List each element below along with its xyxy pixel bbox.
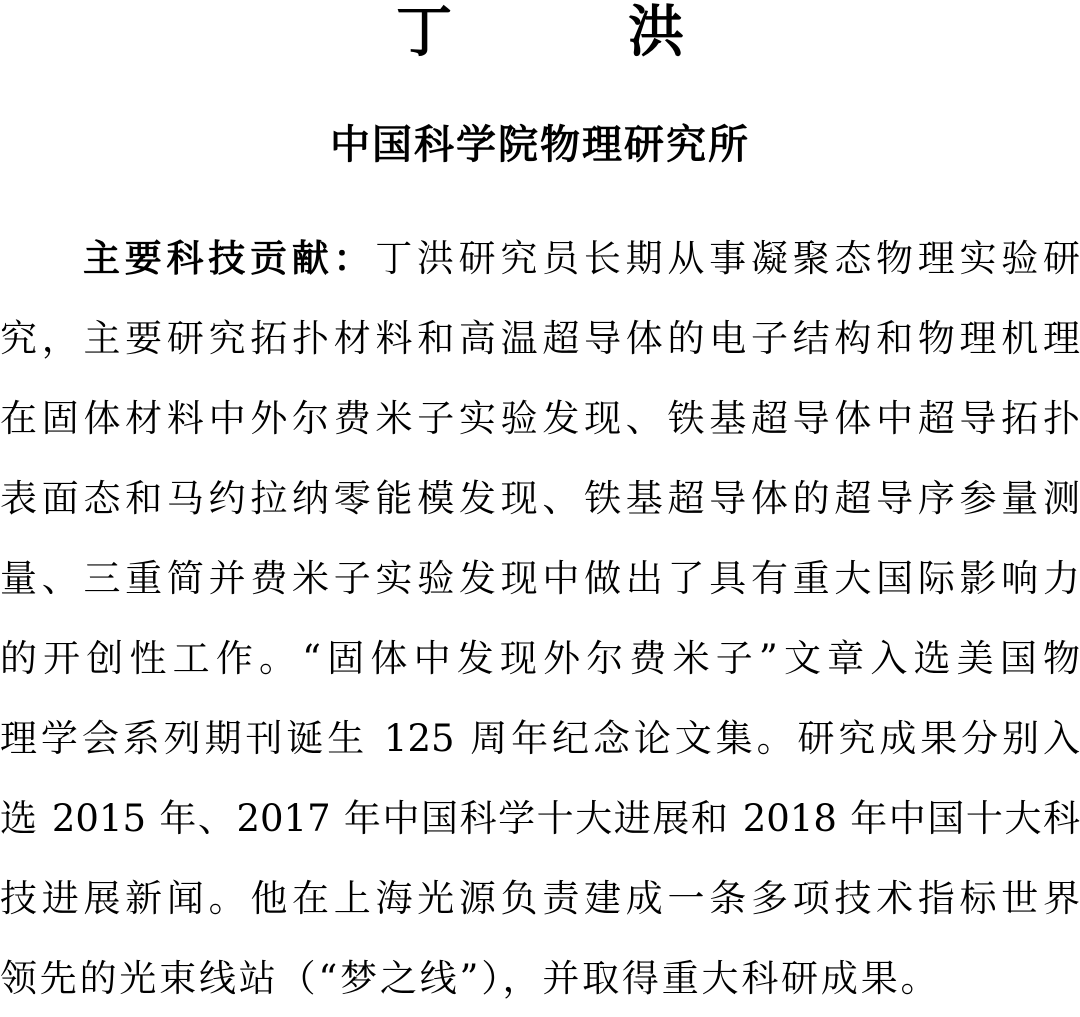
paragraph-line: 量、三重简并费米子实验发现中做出了具有重大国际影响力 bbox=[0, 557, 1080, 600]
paragraph-line: 在固体材料中外尔费米子实验发现、铁基超导体中超导拓扑 bbox=[0, 397, 1080, 440]
paragraph-line: 理学会系列期刊诞生 125 周年纪念论文集。研究成果分别入 bbox=[0, 717, 1080, 760]
person-name: 丁 洪 bbox=[396, 0, 744, 65]
paragraph-line: 领先的光束线站（“梦之线”），并取得重大科研成果。 bbox=[0, 957, 941, 1000]
affiliation-title: 中国科学院物理研究所 bbox=[330, 122, 750, 168]
contribution-paragraph bbox=[0, 231, 1080, 1017]
paragraph-line: 的开创性工作。“固体中发现外尔费米子”文章入选美国物 bbox=[0, 637, 1080, 680]
paragraph-line bbox=[0, 231, 1080, 311]
paragraph-line: 究，主要研究拓扑材料和高温超导体的电子结构和物理机理 bbox=[0, 317, 1080, 360]
paragraph-line: 技进展新闻。他在上海光源负责建成一条多项技术指标世界 bbox=[0, 877, 1080, 920]
paragraph-line: 表面态和马约拉纳零能模发现、铁基超导体的超导序参量测 bbox=[0, 477, 1080, 520]
line-text: 丁洪研究员长期从事凝聚态物理实验研 bbox=[375, 237, 1080, 280]
paragraph-line: 选 2015 年、2017 年中国科学十大进展和 2018 年中国十大科 bbox=[0, 797, 1080, 840]
contribution-label: 主要科技贡献： bbox=[83, 237, 376, 280]
